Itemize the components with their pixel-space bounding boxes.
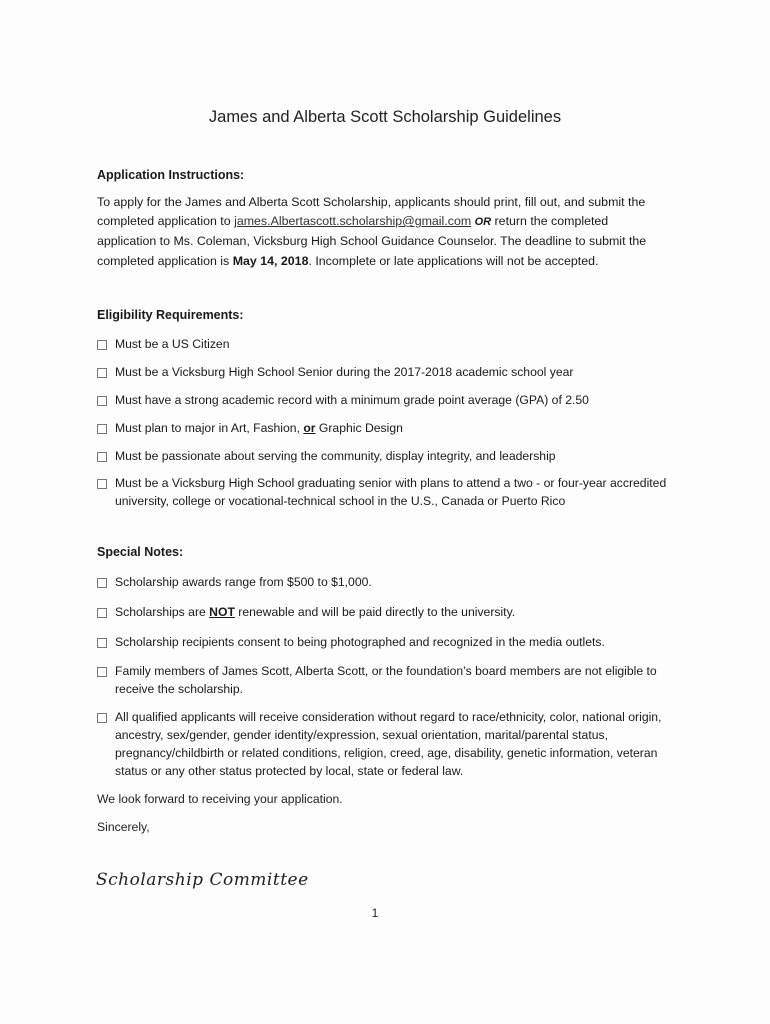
eligibility-item <box>97 474 677 510</box>
application-heading: Application Instructions: <box>97 168 245 182</box>
note-item <box>97 603 677 621</box>
eligibility-heading: Eligibility Requirements: <box>97 308 244 322</box>
checkbox-bullet-icon <box>97 424 107 434</box>
major-text-pre: Must plan to major in Art, Fashion, <box>115 421 304 435</box>
email-link[interactable]: james.Albertascott.scholarship@gmail.com <box>234 214 472 229</box>
not-underlined: NOT <box>209 605 235 619</box>
checkbox-bullet-icon <box>97 340 107 350</box>
eligibility-item <box>97 391 677 409</box>
checkbox-bullet-icon <box>97 667 107 677</box>
checkbox-bullet-icon <box>97 578 107 588</box>
eligibility-item-text: Must be a Vicksburg High School Senior during the 2017-2018 academic school year <box>115 365 574 379</box>
renew-text-post: renewable and will be paid directly to the university. <box>234 605 516 619</box>
checkbox-bullet-icon <box>97 368 107 378</box>
special-notes-heading: Special Notes: <box>97 545 184 559</box>
application-text-3: . Incomplete or late applications will not be accepted. <box>308 253 599 268</box>
eligibility-item <box>97 447 677 465</box>
or-underlined: or <box>303 421 316 435</box>
note-item-text: Family members of James Scott, Alberta Scott, or the foundation’s board members are not eligible to receive the scholarship. <box>115 664 657 696</box>
closing-sincerely: Sincerely, <box>97 820 150 834</box>
checkbox-bullet-icon <box>97 452 107 462</box>
major-text-post: Graphic Design <box>315 421 403 435</box>
note-item <box>97 633 677 651</box>
application-text-2: return the completed application to Ms. Coleman, Vicksburg High School Guidance Counselor. The deadline to submit the completed application is <box>97 214 647 268</box>
note-item-text: All qualified applicants will receive consideration without regard to race/ethnicity, color, national origin, ancestry, sex/gender, gender identity/expression, sexual orientation, marital/parental status, pregnancy/childbirth or related conditions, religion, creed, age, disability, genetic information, veteran status or any other status protected by local, state or federal law. <box>115 710 662 778</box>
eligibility-item-text: Must be a US Citizen <box>115 337 230 351</box>
eligibility-item <box>97 335 677 353</box>
application-paragraph <box>97 193 657 271</box>
note-item-text <box>115 603 677 621</box>
note-item <box>97 573 677 591</box>
checkbox-bullet-icon <box>97 608 107 618</box>
deadline-date: May 14, 2018 <box>232 253 309 268</box>
page-number: 1 <box>371 906 379 920</box>
eligibility-item <box>97 363 677 381</box>
page-title: James and Alberta Scott Scholarship Guidelines <box>208 108 562 126</box>
checkbox-bullet-icon <box>97 396 107 406</box>
eligibility-item-text <box>115 419 677 437</box>
application-text-1: To apply for the James and Alberta Scott Scholarship, applicants should print, fill out, and submit the completed application to <box>97 195 646 229</box>
renew-text-pre: Scholarships are <box>115 605 210 619</box>
note-item-text: Scholarship recipients consent to being photographed and recognized in the media outlets. <box>115 635 605 649</box>
checkbox-bullet-icon <box>97 638 107 648</box>
eligibility-item-text: Must have a strong academic record with a minimum grade point average (GPA) of 2.50 <box>115 393 589 407</box>
note-item <box>97 708 677 780</box>
note-item <box>97 662 677 698</box>
eligibility-item <box>97 419 677 437</box>
checkbox-bullet-icon <box>97 713 107 723</box>
checkbox-bullet-icon <box>97 479 107 489</box>
eligibility-item-text: Must be passionate about serving the community, display integrity, and leadership <box>115 449 556 463</box>
signature: Scholarship Committee <box>96 870 309 890</box>
closing-line: We look forward to receiving your application. <box>97 792 343 806</box>
eligibility-item-text: Must be a Vicksburg High School graduating senior with plans to attend a two - or four-year accredited university, college or vocational-technical school in the U.S., Canada or Puerto Rico <box>115 476 667 508</box>
note-item-text: Scholarship awards range from $500 to $1,000. <box>115 575 372 589</box>
or-emphasis: OR <box>474 216 492 229</box>
